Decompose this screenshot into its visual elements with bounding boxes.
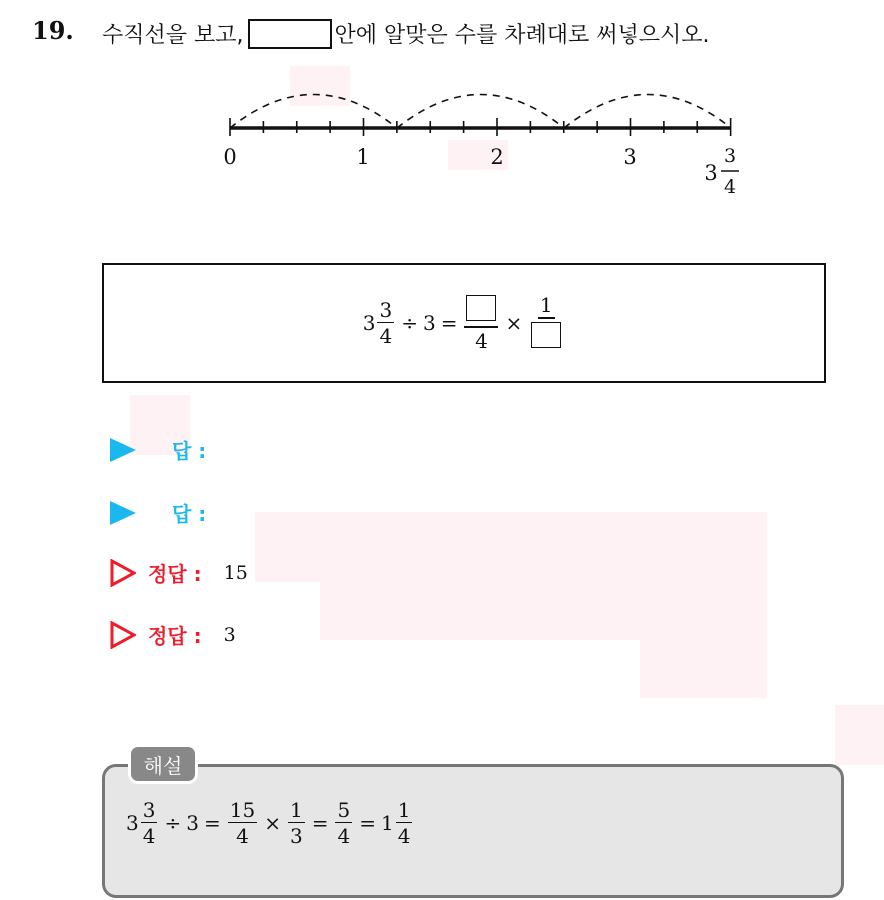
divide-sign: ÷ [164,811,182,835]
mixed-whole: 3 [362,311,376,335]
blank-box [248,19,332,49]
jump-arc-3 [564,95,731,129]
jump-arc-2 [397,95,564,129]
term-whole: 1 [380,811,394,835]
correct-answer-value: 15 [223,561,248,584]
equals-sign: = [440,311,458,335]
fraction-denominator: 4 [379,324,393,348]
equals-sign: = [359,811,376,835]
end-label-numerator: 3 [723,145,737,167]
fraction-denominator: 4 [236,824,249,848]
correct-answer-2 [110,620,236,649]
term-fraction [141,800,158,846]
question-text-before: 수직선을 보고, [102,23,244,48]
fraction-denominator: 4 [397,824,411,848]
watermark-block [320,578,767,640]
divisor: 3 [422,311,436,335]
question-text-after: 안에 알맞은 수를 차례대로 써넣으시오. [334,23,710,48]
explanation-equation [126,800,414,846]
correct-answer-value: 3 [223,623,236,646]
divide-sign: ÷ [401,311,418,335]
equation-box [102,263,826,383]
fraction-numerator: 3 [142,798,156,822]
correct-answer-label: 정답 : [148,562,202,586]
fraction-blank-over-4 [464,295,498,351]
tick-label-2: 2 [490,145,504,169]
correct-answer-1 [110,558,248,587]
tick-label-1: 1 [356,145,370,169]
answer-blank-box-1 [466,295,496,321]
term-fraction [228,800,257,846]
equals-sign: = [311,811,329,835]
tick-label-3: 3 [623,145,637,169]
term-fraction [335,800,352,846]
answer-label: 답 : [172,439,207,463]
term-whole: 3 [126,811,139,835]
number-line [215,80,755,210]
divisor: 3 [186,811,199,835]
watermark-block [255,512,767,582]
fraction-numerator: 1 [397,798,411,822]
play-triangle-icon [110,438,136,462]
question-number: 19. [32,16,74,45]
fraction-denominator: 4 [337,824,351,848]
end-label-denominator: 4 [723,176,737,198]
times-sign: × [505,311,523,335]
answer-label: 답 : [172,502,207,526]
fraction-1-over-blank [529,295,563,351]
times-sign: × [264,811,281,835]
correct-answer-label: 정답 : [148,624,202,648]
answer-blank-box-2 [531,322,561,348]
end-label-whole: 3 [704,161,718,185]
equals-sign: = [203,811,221,835]
play-triangle-icon [110,501,136,525]
tick-label-0: 0 [223,145,237,169]
fraction-numerator: 15 [229,798,256,822]
term-fraction [288,800,305,846]
fraction-numerator: 1 [289,798,303,822]
fraction-denominator: 4 [142,824,156,848]
watermark-block [640,636,767,698]
term-fraction [396,800,413,846]
fraction-numerator: 1 [539,293,553,317]
watermark-block [835,705,884,765]
answer-slot-2 [110,498,206,527]
fraction-denominator: 4 [475,329,488,353]
equation [104,265,824,381]
fraction-numerator: 3 [379,298,393,322]
jump-arc-1 [230,95,397,129]
fraction-numerator [464,295,498,328]
outline-triangle-icon [110,621,136,649]
fraction-denominator [529,319,563,351]
answer-slot-1 [110,435,206,464]
outline-triangle-icon [110,559,136,587]
mixed-fraction [377,300,394,346]
explanation-tab: 해설 [128,744,198,784]
question-text [102,18,710,49]
fraction-numerator: 5 [337,798,351,822]
fraction-denominator: 3 [289,824,303,848]
